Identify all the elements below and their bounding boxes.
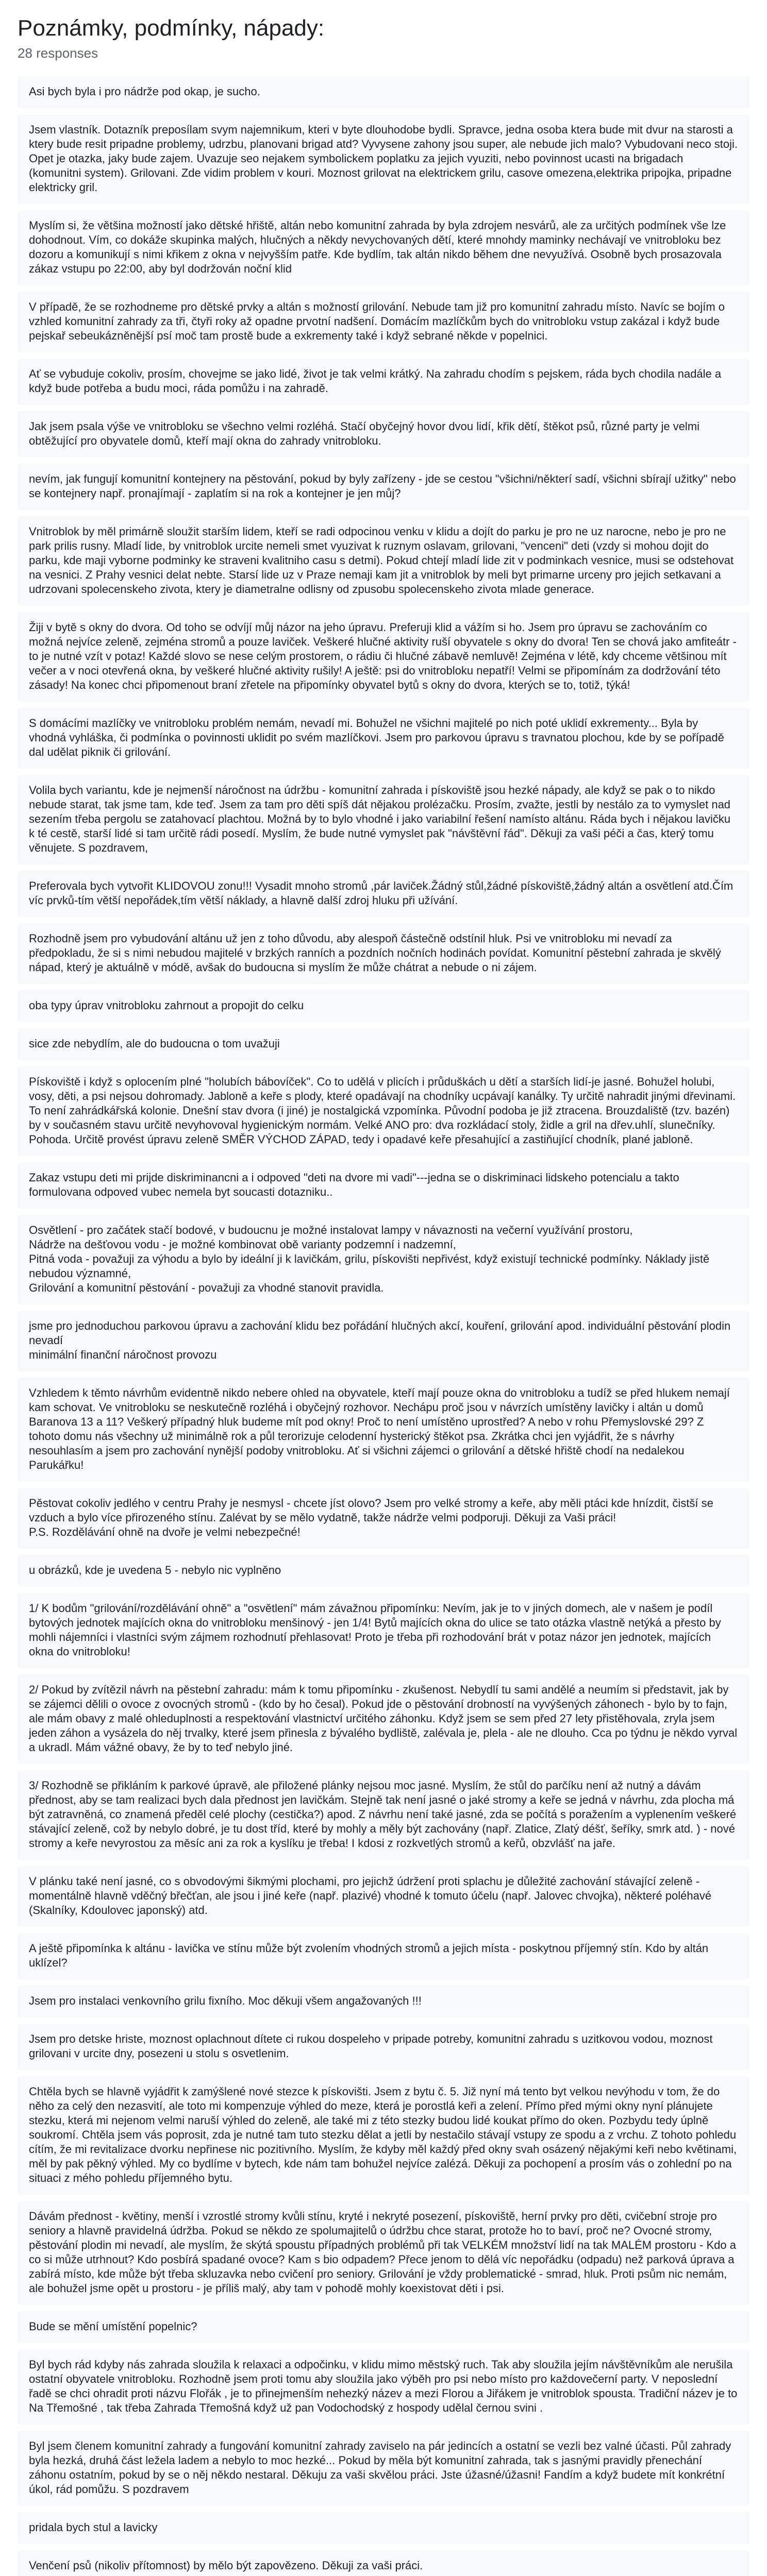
- response-list: [18, 76, 749, 2576]
- response-item: Venčení psů (nikoliv přítomnost) by mělo být zapovězeno. Děkuji za vaši práci.: [18, 2550, 749, 2576]
- response-item: Asi bych byla i pro nádrže pod okap, je sucho.: [18, 76, 749, 108]
- question-title: Poznámky, podmínky, nápady:: [18, 15, 325, 41]
- response-item: Byl jsem členem komunitní zahrady a fungování komunitní zahrady zaviselo na pár jedincích a ostatní se vezli bez valné účasti. Půl zahrady byla hezká, druhá část ležela ladem a nebylo to moc hezké... Pokud by měla být komunitní zahrada, tak s jasnými pravidly přenechání záhonu ostatním, pokud by se o něj někdo nestaral. Děkuju za vaši skvělou práci. Jste úžasné/úžasni! Fandím a když budete mít konkrétní úkol, rád pomůžu. S pozdravem: [18, 2431, 749, 2506]
- response-item: Preferovala bych vytvořit KLIDOVOU zonu!!! Vysadit mnoho stromů ,pár laviček.Žádný stůl,žádné pískoviště,žádný altán a osvětlení atd.Čím víc prvků-tím větší nepořádek,tím větší náklady, a hlavně další zdroj hluku při užívání.: [18, 871, 749, 917]
- response-item: Byl bych rád kdyby nás zahrada sloužila k relaxaci a odpočinku, v klidu mimo městský ruch. Tak aby sloužila jejím návštěvníkům ale nerušila ostatní obyvatele vnitrobloku. Rozhodně jsem proti tomu aby sloužila jako výběh pro psi nebo místo pro každovečerní party. V neposlední řadě se chci ohradit proti názvu Flořák , je to přinejmenším nehezký název a mezi Florou a Jiřákem je vnitroblok spousta. Tradiční název je to Na Třemošné , tak třeba Zahrada Třemošná když už pan Vodochodský z hospody udělal černou svini .: [18, 2349, 749, 2425]
- response-item: Jak jsem psala výše ve vnitrobloku se všechno velmi rozléhá. Stačí obyčejný hovor dvou lidí, křik dětí, štěkot psů, různé party je velmi obtěžující pro obyvatele domů, kteří mají okna do zahrady vnitrobloku.: [18, 411, 749, 457]
- response-item: V plánku také není jasné, co s obvodovými šikmými plochami, pro jejichž údržení proti splachu je důležité zachování stávající zeleně - momentálně hlavně vděčný břečťan, ale jsou i jiné keře (např. plazivé) vhodné k tomuto účelu (např. Jalovec chvojka), některé poléhavé (Skalníky, Kdoulovec japonský) atd.: [18, 1866, 749, 1927]
- response-item: u obrázků, kde je uvedena 5 - nebylo nic vyplněno: [18, 1555, 749, 1587]
- response-item: Zakaz vstupu deti mi prijde diskriminancni a i odpoved "deti na dvore mi vadi"---jedna se o diskriminaci lidskeho potencialu a takto formulovana odpoved vubec nemela byt soucasti dotazniku..: [18, 1162, 749, 1209]
- response-item: Jsem vlastník. Dotazník preposílam svym najemnikum, kteri v byte dlouhodobe bydli. Spravce, jedna osoba ktera bude mit dvur na starosti a ktery bude resit pripadne problemy, udrzbu, planovani brigad atd? Vyvysene zahony jsou super, ale nebude jich malo? Vybudovani neco stoji. Opet je otazka, jaky bude zajem. Uvazuje seo nejakem symbolickem poplatku za jejich vyuziti, nebo povinnost ucasti na brigadach (komunitni system). Grilovani. Zde vidim problem v kouri. Moznost grilovat na elektrickem grilu, casove omezena,elektrika pripojka, pripadne elektricky gril.: [18, 114, 749, 204]
- response-item: Bude se mění umístění popelnic?: [18, 2311, 749, 2343]
- response-item: jsme pro jednoduchou parkovou úpravu a zachování klidu bez pořádání hlučných akcí, kouření, grilování apod. individuální pěstování plodin nevadí minimální finanční náročnost provozu: [18, 1311, 749, 1371]
- response-item: Volila bych variantu, kde je nejmenší náročnost na údržbu - komunitní zahrada i pískoviště jsou hezké nápady, ale když se pak o to nikdo nebude starat, tak jsme tam, kde teď. Jsem za tam pro děti spíš dát nějakou prolézačku. Prosím, zvažte, jestli by nestálo za to vymyslet nad sezením třeba pergolu se zatahovací plachtou. Možná by to bylo vhodné i jako variabilní řešení namísto altánu. Ráda bych i nějakou lavičku k té cestě, starší lidé si tam určitě rádi posedí. Myslím, že bude nutné vymyslet pak "návštěvní řád". Děkuji za vaši péči a čas, který tomu věnujete. S pozdravem,: [18, 775, 749, 865]
- response-item: Ať se vybuduje cokoliv, prosím, chovejme se jako lidé, život je tak velmi krátký. Na zahradu chodím s pejskem, ráda bych chodila nadále a když bude potřeba a budu moci, ráda pomůžu i na zahradě.: [18, 359, 749, 405]
- response-item: Myslím si, že většina možností jako dětské hřiště, altán nebo komunitní zahrada by byla zdrojem nesvárů, ale za určitých podmínek vše lze dohodnout. Vím, co dokáže skupinka malých, hlučných a někdy nevychovaných dětí, které mnohdy maminky nechávají ve vnitrobloku bez dozoru a komunikují s nimi křikem z okna v nejvyšším patře. Kde bydlím, tak altán nikdo během dne nevyužívá. Osobně bych prosazovala zákaz vstupu po 22:00, aby byl dodržován noční klid: [18, 210, 749, 285]
- response-count: 28 responses: [18, 45, 98, 61]
- response-item: Pískoviště i když s oplocením plné "holubích bábovíček". Co to udělá v plicích i průduškách u dětí a starších lidí-je jasné. Bohužel holubi, vosy, děti, a psi nejsou dohromady. Jabloně a keře s plody, které opadávají na chodníky ucpávají kanálky. Ty určitě nahradit jinými dřevinami. To není zahrádkářská kolonie. Dnešní stav dvora (i jiné) je nostalgická vzpomínka. Původní podoba je již ztracena. Brouzdaliště (tzv. bazén) by v současném stavu určitě nevyhovoval hygienickým normám. Velké ANO pro: dva rozkládací stoly, židle a gril na dřev.uhlí, slunečníky. Pohoda. Určitě provést úpravu zeleně SMĚR VÝCHOD ZÁPAD, tedy i opadavé keře přesahující a zastiňující chodník, plané jabloně.: [18, 1066, 749, 1156]
- response-item: sice zde nebydlím, ale do budoucna o tom uvažuji: [18, 1028, 749, 1060]
- response-item: 2/ Pokud by zvítězil návrh na pěstební zahradu: mám k tomu připomínku - zkušenost. Nebydlí tu sami andělé a neumím si představit, jak by se zájemci dělili o ovoce z ovocných stromů - (kdo by ho česal). Pokud jde o pěstování drobností na vyvýšených záhonech - bylo by to fajn, ale mám obavy z malé ohleduplnosti a respektování vlastnictví určitého záhonku. Když jsem se sem před 27 lety přistěhovala, zryla jsem jeden záhon a vysázela do něj trvalky, které jsem přinesla z bývalého bydliště, zalévala je, plela - ale ne dlouho. Cca po týdnu je někdo vyrval a ukradl. Mám vážné obavy, že by to teď nebylo jiné.: [18, 1674, 749, 1764]
- response-item: nevím, jak fungují komunitní kontejnery na pěstování, pokud by byly zařízeny - jde se cestou "všichni/některí sadí, všichni sbírají užitky" nebo se kontejnery např. pronajímají - zaplatím si na rok a kontejner je jen můj?: [18, 464, 749, 510]
- response-item: 1/ K bodům "grilování/rozdělávání ohně" a "osvětlení" mám závažnou připomínku: Nevím, jak je to v jiných domech, ale v našem je podíl bytových jednotek majících okna do vnitrobloku menšinový - jen 1/4! Bytů majících okna do ulice se tato otázka vlastně netýká a přesto by mohli nájemníci i vlastníci svým zájmem rozhodnutí přehlasovat! Proto je třeba při rozhodování brát v potaz názor jen jednotek, majících okna do vnitrobloku!: [18, 1593, 749, 1668]
- response-item: Osvětlení - pro začátek stačí bodové, v budoucnu je možné instalovat lampy v návaznosti na večerní využívání prostoru, Nádrže na dešťovou vodu - je možné kombinovat obě varianty podzemní i nadzemní, Pitná voda - považuji za výhodu a bylo by ideální ji k lavičkám, grilu, pískovišti nepřivést, když existují technické podmínky. Náklady jistě nebudou významné, Grilování a komunitní pěstování - považuji za vhodné stanovit pravidla.: [18, 1215, 749, 1304]
- response-item: Jsem pro detske hriste, moznost oplachnout dítete ci rukou dospeleho v pripade potreby, komunitni zahradu s uzitkovou vodou, moznost grilovani v urcite dny, posezeni u stolu s osvetlenim.: [18, 2024, 749, 2070]
- response-item: A ještě připomínka k altánu - lavička ve stínu může být zvolením vhodných stromů a jejich místa - poskytnou příjemný stín. Kdo by altán uklízel?: [18, 1933, 749, 1979]
- response-item: Chtěla bych se hlavně vyjádřit k zamýšlené nové stezce k pískovišti. Jsem z bytu č. 5. Již nyní má tento byt velkou nevýhodu v tom, že do něho za celý den nezasvití, ale toto mi kompenzuje výhled do meze, která je porostlá keři a zelení. Přímo před mými okny nyní plánujete stezku, která mi nejenom velmi naruší výhled do zeleně, ale také mi z této stezky budou lidé koukat přímo do oken. Pozbydu tedy úplně soukromí. Chtěla jsem vás poprosit, zda je nutné tam tuto stezku dělat a jetli by nestačilo stávají vstupy ze spodu a z vrchu. Z tohoto pohledu cítím, že mi revitalizace dvorku nepřinese nic pozitivního. Myslím, že kdyby měl každý před okny svah osázený nějakými keři nebo květinami, měl by pak pěkný výhled. My co bydlíme v bytech, kde nám tam bohužel nejvíce zalézá. Děkuji za pochopení a prosím vás o zohlední po na situaci z mého pohledu příjemného bytu.: [18, 2076, 749, 2195]
- response-item: Dávám přednost - květiny, menší i vzrostlé stromy kvůli stínu, kryté i nekryté posezení, pískoviště, herní prvky pro děti, cvičební stroje pro seniory a hlavně pravidelná údržba. Pokud se někdo ze spolumajitelů o údržbu chce starat, protože ho to baví, proč ne? Ovocné stromy, pěstování plodin mi nevadí, ale myslím, že skýtá spoustu případných problémů při tak VELKÉM množství lidí na tak MALÉM prostoru - Kdo a co si může utrhnout? Kdo posbírá spadané ovoce? Kam s bio odpadem? Přece jenom to dělá víc nepořádku (odpadu) než parková úprava a zabírá místo, kde může být třeba skluzavka nebo cvičení pro seniory. Grilování je vždy problematické - smrad, hluk. Proti psům nic nemám, ale bohužel jsme opět u prostoru - je příliš malý, aby tam v pohodě mohly koexistovat děti i psi.: [18, 2201, 749, 2305]
- response-item: pridala bych stul a lavicky: [18, 2512, 749, 2544]
- response-item: oba typy úprav vnitrobloku zahrnout a propojit do celku: [18, 990, 749, 1022]
- response-item: Rozhodně jsem pro vybudování altánu už jen z toho důvodu, aby alespoň částečně odstínil hluk. Psi ve vnitrobloku mi nevadí za předpokladu, že si s nimi nebudou majitelé v brzkých ranních a pozdních nočních hodinách povídat. Komunitní pěstební zahrada je skvělý nápad, který je aktuálně v módě, avšak do budoucna si myslím že může chátrat a nebude o ni zájem.: [18, 923, 749, 984]
- response-item: 3/ Rozhodně se přikláním k parkové úpravě, ale přiložené plánky nejsou moc jasné. Myslím, že stůl do parčíku není až nutný a dávám přednost, aby se tam realizaci bych dala přednost jen lavičkám. Stejně tak není jasné o jaké stromy a keře se jedná v návrhu, zda plocha má být zatravněná, co znamená předěl celé plochy (cestička?) apod. Z návrhu není také jasné, zda se počítá s poražením a vyplenením veškeré stávající zeleně, což by nebylo dobré, je tu dost tříd, které by mohly a měly být zachovány (např. Zlatice, Zlatý déšť, šeříky, smrk atd. ) - nové stromy a keře nevyrostou za měsíc ani za rok a kyslíku je třeba! I kdosi z rozkvetlých stromů a keřů, obzvlášť na jaře.: [18, 1770, 749, 1860]
- response-item: V případě, že se rozhodneme pro dětské prvky a altán s možností grilování. Nebude tam již pro komunitní zahradu místo. Navíc se bojím o vzhled komunitní zahrady za tři, čtyři roky až opadne prvotní nadšení. Domácím mazlíčkům bych do vnitrobloku vstup zakázal i když bude pejskař sebeukázněnější psí moč tam prostě bude a exkrementy také i když sebrané někde v popelnici.: [18, 292, 749, 352]
- response-item: S domácími mazlíčky ve vnitrobloku problém nemám, nevadí mi. Bohužel ne všichni majitelé po nich poté uklidí exkrementy... Byla by vhodná vyhláška, či podmínka o povinnosti uklidit po svém mazlíčkovi. Jsem pro parkovou úpravu s travnatou plochou, kde by se pořípadě dal udělat piknik či grilování.: [18, 708, 749, 769]
- response-item: Pěstovat cokoliv jedlého v centru Prahy je nesmysl - chcete jíst olovo? Jsem pro velké stromy a keře, aby měli ptáci kde hnízdit, čistší se vzduch a bylo více přirozeného stínu. Zalévat by se mělo vydatně, takže nádrže velmi podporuji. Děkuji za Vaši práci! P.S. Rozdělávání ohně na dvoře je velmi nebezpečné!: [18, 1488, 749, 1549]
- response-item: Jsem pro instalaci venkovního grilu fixního. Moc děkuji všem angažovaných !!!: [18, 1986, 749, 2018]
- response-item: Vzhledem k těmto návrhům evidentně nikdo nebere ohled na obyvatele, kteří mají pouze okna do vnitrobloku a tudíž se před hlukem nemají kam schovat. Ve vnitrobloku se neskutečně rozléhá i obyčejný rozhovor. Nechápu proč jsou v návrzích umístěny lavičky i altán u domů Baranova 13 a 11? Veškerý případný hluk budeme mít pod okny! Proč to není umístěno uprostřed? A nebo v rohu Přemyslovské 29? Z tohoto domu nás všechny už minimálně rok a půl terorizuje celodenní hysterický štěkot psa. Zkrátka chci jen vyjádřit, že s návrhy nesouhlasím a jsem pro zachování nynější podoby vnitrobloku. Ať si všichni zájemci o grilování a dětské hřiště chodí na nedalekou Parukářku!: [18, 1378, 749, 1482]
- response-item: Vnitroblok by měl primárně sloužit starším lidem, kteří se radi odpocinou venku v klidu a dojít do parku je pro ne uz narocne, nebo je pro ne park prilis rusny. Mladí lide, by vnitroblok urcite nemeli smet vyuzivat k ruznym oslavam, grilovani, "venceni" deti (vzdy si mohou dojit do parku, kde maji vyborne podminky ke straveni kvalitniho casu s detmi). Pokud chtejí mladí lide zit v podminkach vesnice, musi se odstehovat na vesnici. Z Prahy vesnici delat nebte. Starsí lide uz v Praze nemaji kam jit a vnitroblok by meli byt primarne urceny pro jejich setkavani a udrzovani spolecenskeho zivota, ktery je diametralne odlisny od zpusobu spolecenskeho zivota mlade generace.: [18, 516, 749, 606]
- response-item: Žiji v bytě s okny do dvora. Od toho se odvíjí můj názor na jeho úpravu. Preferuji klid a vážím si ho. Jsem pro úpravu se zachováním co možná nejvíce zeleně, zejména stromů a pouze laviček. Veškeré hlučné aktivity ruší obyvatele s okny do dvora! Ten se chová jako amfiteátr - to je nutné vzít v potaz! Každé slovo se nese celým prostorem, o rádiu či hlučné zábavě nemluvě! Zejména v létě, kdy chceme většinou mít večer a v noci otevřená okna, by veškeré hlučné aktivity rušily! A ještě: psi do vnitrobloku nepatří! Velmi se připomínám za dodržování této zásady! Na konec chci připomenout braní zřetele na připomínky obyvatel bytů s okny do dvora, kterých se to, totiž, týká!: [18, 612, 749, 702]
